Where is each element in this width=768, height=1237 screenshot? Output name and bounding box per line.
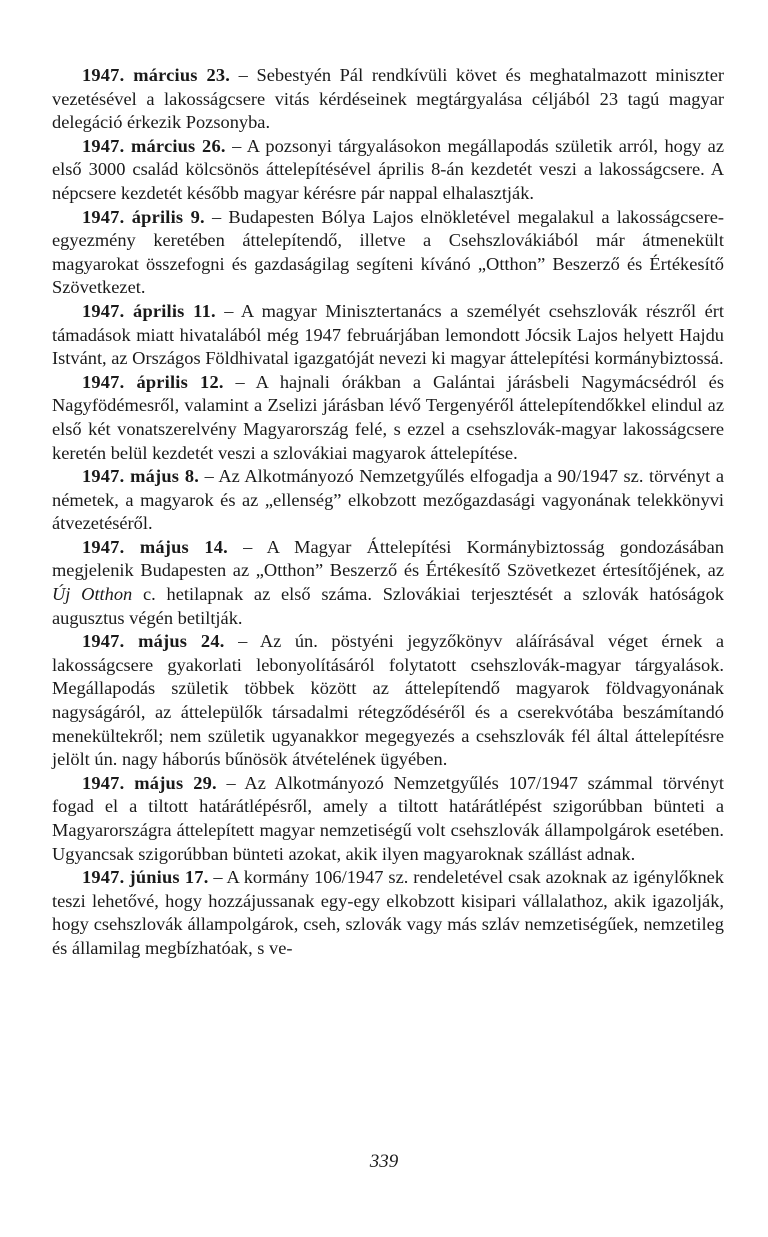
entry-date: 1947. április 12.	[82, 371, 224, 392]
entry-text: – Sebestyén Pál rendkívüli követ és meghatalmazott miniszter vezetésével a lakosságcsere vitás kérdéseinek megtárgyalása céljából 23 tagú magyar delegáció érkezik Pozsonyba.	[52, 65, 724, 133]
entry-text: – Az Alkotmányozó Nemzetgyűlés 107/1947 számmal törvényt fogad el a tiltott határátlépésről, amely a tiltott határátlépést szigorúbban bünteti a Magyarországra áttelepített magyar nemzetiségű volt csehszlovák állampolgárok esetében. Ugyancsak szigorúbban bünteti azokat, akik ilyen magyaroknak szállást adnak.	[52, 772, 724, 864]
entry-date: 1947. június 17.	[82, 867, 209, 888]
chronology-entry	[52, 536, 724, 630]
chronology-entry	[52, 465, 724, 536]
entry-text: – A magyar Minisztertanács a személyét csehszlovák részről ért támadások miatt hivatalából még 1947 februárjában lemondott Jócsik Lajos helyett Hajdu Istvánt, az Országos Földhivatal igazgatóját nevezi ki magyar áttelepítési kormánybiztossá.	[52, 300, 724, 369]
entry-text: – Az ún. pöstyéni jegyzőkönyv aláírásával véget érnek a lakosságcsere gyakorlati lebonyolításáról folytatott csehszlovák-magyar tárgyalások. Megállapodás születik többek között az áttelepítendő magyarok földvagyonának nagyságáról, az áttelepülők társadalmi rétegződéséről és a cserekvótába beszámítandó menekültekről; nem születik ugyanakkor megegyezés a csehszlovák fél által áttelepítésre jelölt ún. nagy háborús bűnösök átvételének ügyében.	[52, 631, 724, 770]
chronology-entry	[52, 371, 724, 465]
page-body	[52, 64, 724, 961]
entry-text: – A Magyar Áttelepítési Kormánybiztosság gondozásában megjelenik Budapesten az „Otthon” Beszerző és Értékesítő Szövetkezet értesítőjének, az	[52, 536, 724, 581]
chronology-entry	[52, 206, 724, 300]
chronology-entry	[52, 300, 724, 371]
entry-date: 1947. március 26.	[82, 135, 226, 156]
chronology-entry	[52, 64, 724, 135]
entry-date: 1947. március 23.	[82, 65, 231, 85]
entry-text: – Budapesten Bólya Lajos elnökletével megalakul a lakosságcsere-egyezmény keretében áttelepítendő, illetve a Csehszlovákiából már átmenekült magyarokat összefogni és gazdaságilag segíteni kívánó „Otthon” Beszerző és Értékesítő Szövetkezet.	[52, 206, 724, 298]
page-number: 339	[369, 1151, 399, 1172]
entry-text: – A kormány 106/1947 sz. rendeletével csak azoknak az igénylőknek teszi lehetővé, hogy hozzájussanak egy-egy elkobzott kisipari vállalathoz, akik igazolják, hogy csehszlovák állampolgárok, cseh, szlovák vagy más szláv nemzetiségűek, nemzetileg és államilag megbízhatóak, s ve-	[52, 867, 724, 958]
entry-date: 1947. május 29.	[82, 772, 217, 793]
entry-text: – Az Alkotmányozó Nemzetgyűlés elfogadja a 90/1947 sz. törvényt a németek, a magyarok és az „ellenség” elkobzott mezőgazdasági vagyonának telekkönyvi átvezetéséről.	[52, 466, 724, 534]
entry-date: 1947. április 9.	[82, 206, 205, 227]
entry-text: – A pozsonyi tárgyalásokon megállapodás születik arról, hogy az első 3000 család kölcsönös áttelepítésével április 8-án kezdetét veszi a lakosságcsere. A népcsere kezdetét később magyar kérésre pár nappal elhalasztják.	[52, 135, 725, 203]
chronology-entry	[52, 866, 724, 960]
entry-date: 1947. május 14.	[82, 536, 228, 557]
chronology-entry	[52, 630, 724, 772]
entry-text-continued: c. hetilapnak az első száma. Szlovákiai terjesztését a szlovák hatóságok augusztus végén betiltják.	[52, 584, 725, 628]
entry-date: 1947. április 11.	[82, 300, 216, 321]
journal-title: Új Otthon	[52, 584, 133, 605]
chronology-entry	[52, 135, 724, 206]
entry-date: 1947. május 24.	[82, 631, 225, 652]
entry-date: 1947. május 8.	[82, 466, 200, 487]
chronology-entry	[52, 772, 724, 866]
entry-text: – A hajnali órákban a Galántai járásbeli Nagymácsédról és Nagyfödémesről, valamint a Zselizi járásban lévő Tergenyéről áttelepítendőkkel elindul az első két vonatszerelvény Magyarország felé, s ezzel a csehszlovák-magyar lakosságcsere keretén belül kezdetét veszi a szlovákiai magyarok áttelepítése.	[52, 371, 724, 463]
